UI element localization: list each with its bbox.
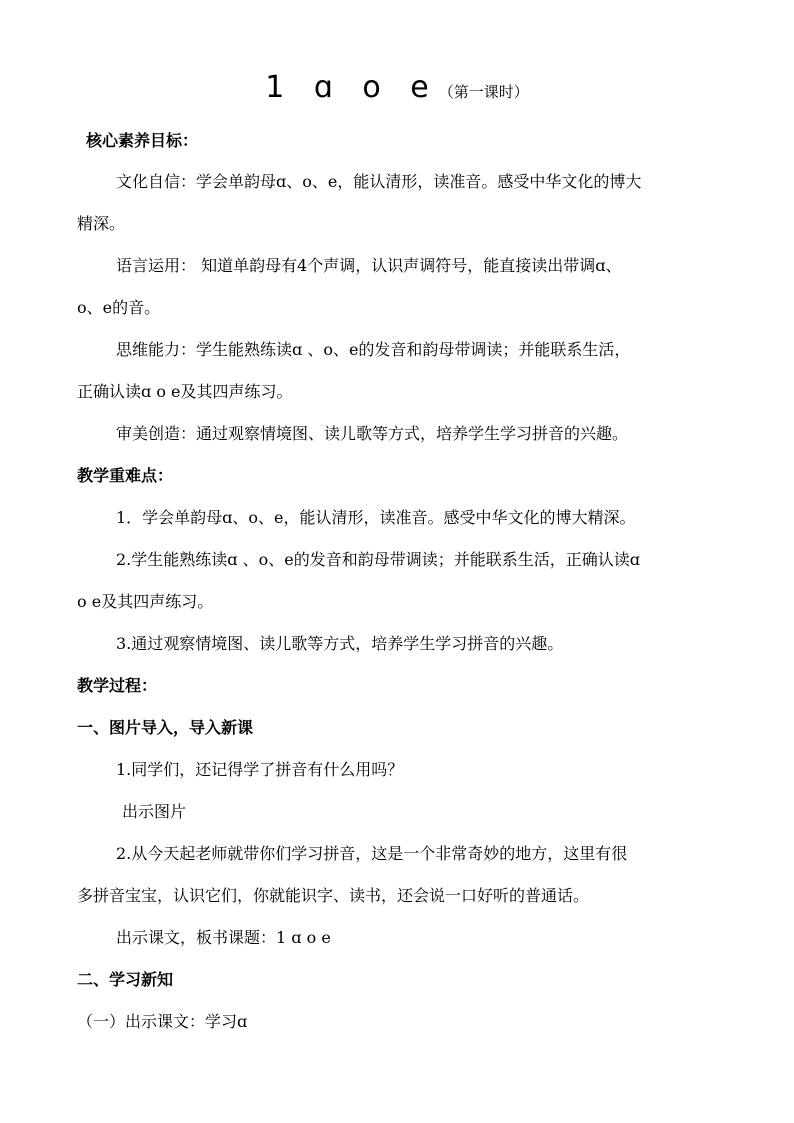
core-goal-language-cont: o、e的音。 (77, 298, 161, 317)
process-heading: 教学过程： (77, 676, 158, 695)
key-points-heading: 教学重难点： (77, 466, 174, 485)
core-goal-thinking: 思维能力：学生能熟练读ɑ 、o、e的发音和韵母带调读；并能联系生活， (116, 340, 631, 359)
section-1-paragraph-2: 出示图片 (122, 802, 187, 821)
core-goal-thinking-cont: 正确认读ɑ o e及其四声练习。 (77, 382, 293, 401)
section-1-paragraph-1: 1.同学们，还记得学了拼音有什么用吗？ (116, 760, 404, 779)
key-point-2-cont: o e及其四声练习。 (77, 592, 214, 611)
section-1-paragraph-3: 2.从今天起老师就带你们学习拼音，这是一个非常奇妙的地方，这里有很 (116, 844, 628, 863)
key-point-1: 1．学会单韵母ɑ、o、e，能认清形，读准音。感受中华文化的博大精深。 (116, 508, 636, 527)
section-1-paragraph-4: 出示课文，板书课题：1 ɑ o e (116, 928, 331, 947)
section-1-paragraph-3-cont: 多拼音宝宝，认识它们，你就能识字、读书，还会说一口好听的普通话。 (77, 886, 590, 905)
core-goal-culture: 文化自信：学会单韵母ɑ、o、e，能认清形，读准音。感受中华文化的博大 (116, 172, 642, 191)
section-2-heading: 二、学习新知 (77, 970, 174, 989)
section-2-paragraph-1: （一）出示课文：学习ɑ (77, 1012, 248, 1031)
core-goals-heading: 核心素养目标： (86, 131, 199, 150)
key-point-3: 3.通过观察情境图、读儿歌等方式，培养学生学习拼音的兴趣。 (116, 634, 564, 653)
lesson-title (0, 70, 794, 105)
core-goal-aesthetic: 审美创造：通过观察情境图、读儿歌等方式，培养学生学习拼音的兴趣。 (116, 424, 629, 443)
section-1-heading: 一、图片导入，导入新课 (77, 718, 254, 737)
core-goal-culture-cont: 精深。 (77, 214, 126, 233)
core-goal-language: 语言运用： 知道单韵母有4个声调，认识声调符号，能直接读出带调ɑ、 (116, 256, 622, 275)
lesson-title-main: 1 ɑ o e (265, 70, 439, 105)
lesson-title-sub: （第一课时） (438, 83, 529, 101)
key-point-2: 2.学生能熟练读ɑ 、o、e的发音和韵母带调读；并能联系生活，正确认读ɑ (116, 550, 640, 569)
